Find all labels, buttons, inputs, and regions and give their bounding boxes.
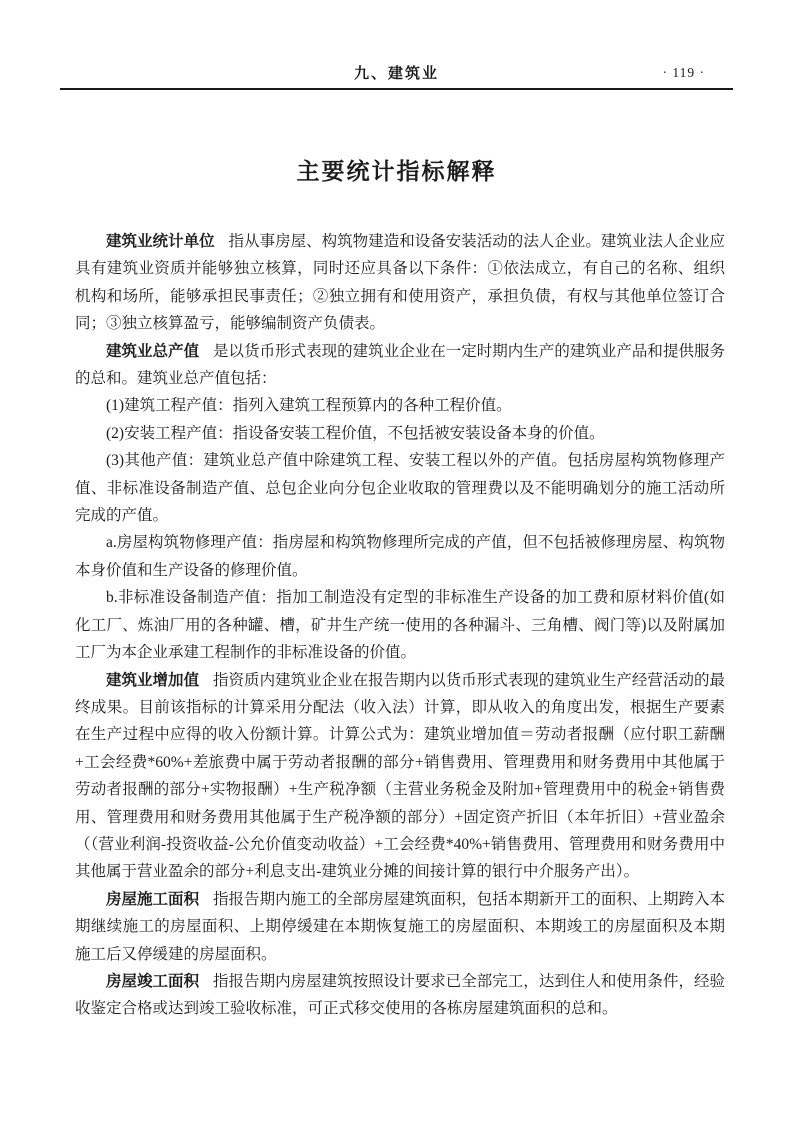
paragraph-text: b.非标准设备制造产值：指加工制造没有定型的非标准生产设备的加工费和原材料价值(如化工厂、炼油厂用的各种罐、槽，矿井生产统一使用的各种漏斗、三角槽、阀门等)以及附属加工厂为本企业承建工程制作的非标准设备的价值。 — [75, 589, 725, 662]
paragraph-text: 指资质内建筑业企业在报告期内以货币形式表现的建筑业生产经营活动的最终成果。目前该指标的计算采用分配法（收入法）计算，即从收入的角度出发，根据生产要素在生产过程中应得的收入份额计算。计算公式为：建筑业增加值＝劳动者报酬（应付职工薪酬+工会经费*60%+差旅费中属于劳动者报酬的部分+销售费用、管理费用和财务费用中其他属于劳动者报酬的部分+实物报酬）+生产税净额（主营业务税金及附加+管理费用中的税金+销售费用、管理费用和财务费用其他属于生产税净额的部分）+固定资产折旧（本年折旧）+营业盈余（（营业利润-投资收益-公允价值变动收益）+工会经费*40%+销售费用、管理费用和财务费用中其他属于营业盈余的部分+利息支出-建筑业分摊的间接计算的银行中介服务产出）。 — [75, 671, 725, 881]
paragraph — [75, 420, 725, 447]
header-rule — [60, 88, 733, 90]
indicator-term: 房屋施工面积 — [106, 890, 200, 908]
paragraph — [75, 667, 725, 886]
paragraph — [75, 392, 725, 419]
paragraph — [75, 886, 725, 968]
document-body — [75, 228, 725, 1023]
paragraph — [75, 447, 725, 529]
paragraph-text: 指从事房屋、构筑物建造和设备安装活动的法人企业。建筑业法人企业应具有建筑业资质并能够独立核算，同时还应具备以下条件：①依法成立，有自己的名称、组织机构和场所，能够承担民事责任；②独立拥有和使用资产，承担负债，有权与其他单位签订合同；③独立核算盈亏，能够编制资产负债表。 — [75, 233, 725, 333]
indicator-term: 建筑业增加值 — [106, 671, 200, 689]
paragraph-text: 指报告期内房屋建筑按照设计要求已全部完工，达到住人和使用条件，经验收鉴定合格或达到竣工验收标准，可正式移交使用的各栋房屋建筑面积的总和。 — [75, 972, 725, 1018]
indicator-term: 建筑业统计单位 — [106, 233, 215, 250]
paragraph-text: 是以货币形式表现的建筑业企业在一定时期内生产的建筑业产品和提供服务的总和。建筑业总产值包括： — [75, 342, 725, 388]
paragraph — [75, 584, 725, 666]
chapter-header: 九、建筑业 — [353, 65, 439, 82]
indicator-term: 建筑业总产值 — [106, 342, 200, 360]
page-number: · 119 · — [662, 65, 705, 80]
page-title: 主要统计指标解释 — [296, 159, 497, 184]
paragraph-text: (3)其他产值：建筑业总产值中除建筑工程、安装工程以外的产值。包括房屋构筑物修理产值、非标准设备制造产值、总包企业向分包企业收取的管理费以及不能明确划分的施工活动所完成的产值。 — [75, 452, 725, 525]
paragraph — [75, 529, 725, 584]
paragraph — [75, 338, 725, 393]
paragraph — [75, 228, 725, 338]
paragraph-text: a.房屋构筑物修理产值：指房屋和构筑物修理所完成的产值，但不包括被修理房屋、构筑物本身价值和生产设备的修理价值。 — [75, 534, 725, 579]
paragraph-text: 指报告期内施工的全部房屋建筑面积，包括本期新开工的面积、上期跨入本期继续施工的房屋面积、上期停缓建在本期恢复施工的房屋面积、本期竣工的房屋面积及本期施工后又停缓建的房屋面积。 — [75, 890, 725, 963]
paragraph — [75, 968, 725, 1023]
paragraph-text: (2)安装工程产值：指设备安装工程价值，不包括被安装设备本身的价值。 — [106, 424, 605, 442]
paragraph-text: (1)建筑工程产值：指列入建筑工程预算内的各种工程价值。 — [106, 397, 512, 415]
indicator-term: 房屋竣工面积 — [106, 972, 200, 990]
